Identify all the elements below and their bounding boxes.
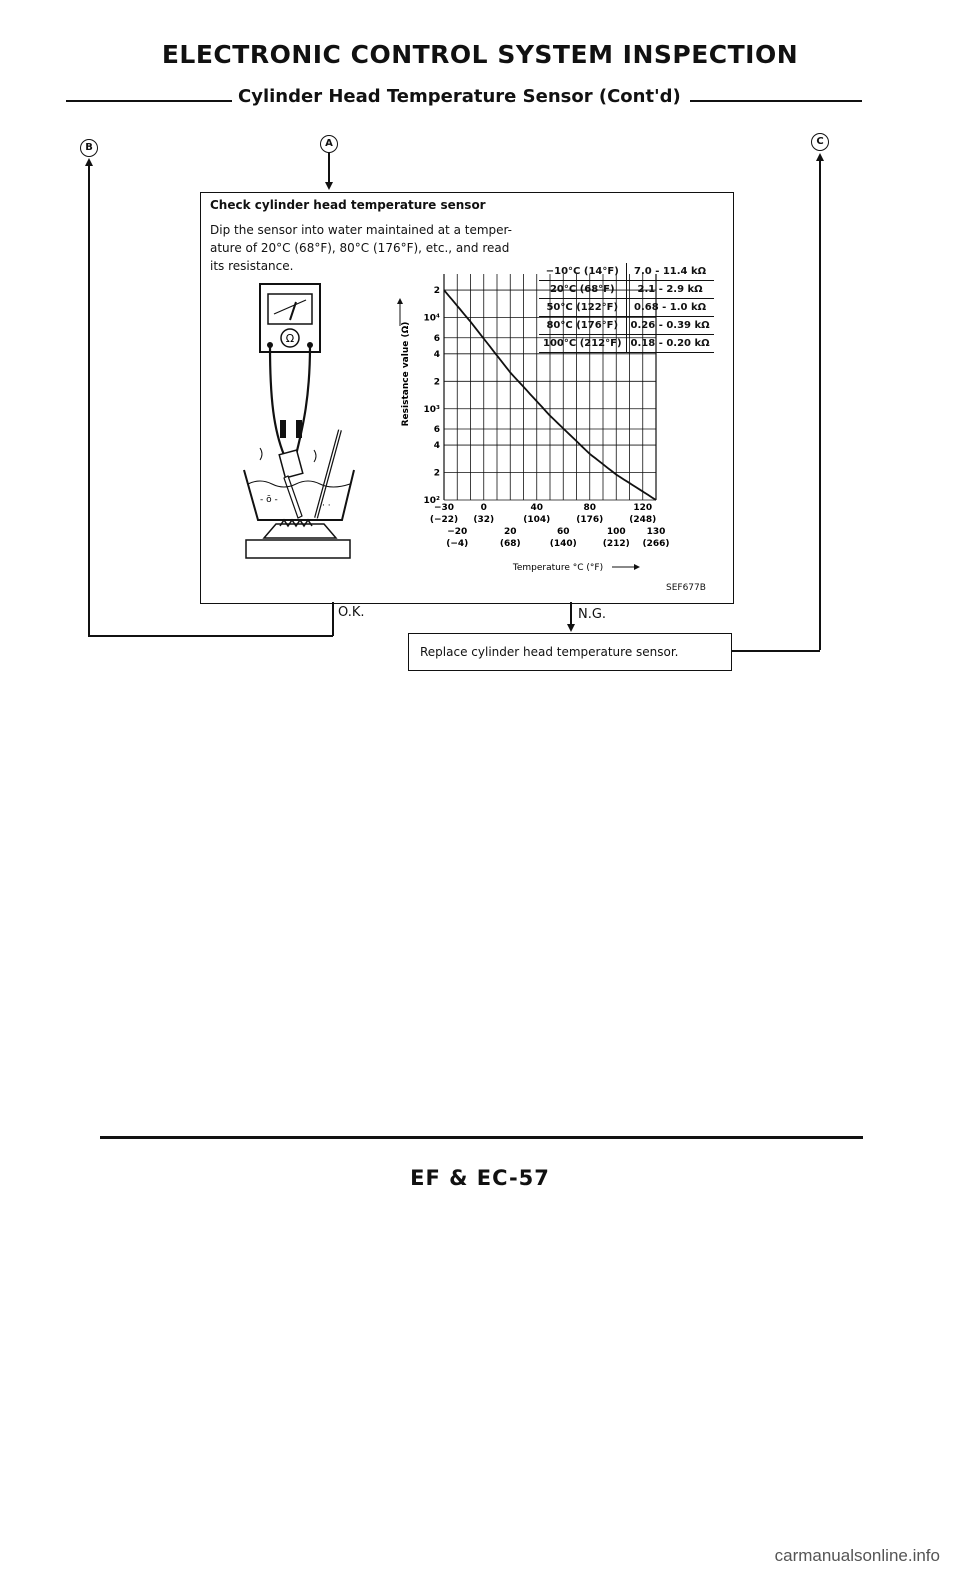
x-tick-label: 120 xyxy=(633,503,653,513)
y-tick-label: 10³ xyxy=(423,404,440,415)
page-title: ELECTRONIC CONTROL SYSTEM INSPECTION xyxy=(161,40,799,69)
spec-resistance: 0.18 - 0.20 kΩ xyxy=(626,335,714,353)
ok-label: O.K. xyxy=(338,605,365,620)
x-tick-label: (212) xyxy=(602,539,630,549)
spec-temperature: 80°C (176°F) xyxy=(539,317,626,335)
x-tick-label: 40 xyxy=(530,503,544,513)
spec-temperature: 20°C (68°F) xyxy=(539,281,626,299)
check-box-line3: its resistance. xyxy=(210,259,294,273)
x-tick-label: (176) xyxy=(576,515,604,525)
ok-line-horizontal xyxy=(88,635,333,637)
svg-text:Ω: Ω xyxy=(285,332,295,345)
connector-a-line xyxy=(328,153,330,183)
x-tick-label: (266) xyxy=(642,539,670,549)
y-tick-label: 2 xyxy=(433,377,440,388)
x-axis-label: Temperature °C (°F) xyxy=(512,563,604,573)
x-tick-label: (32) xyxy=(473,515,495,525)
svg-text:· ·: · · xyxy=(322,501,331,511)
spec-temperature: 100°C (212°F) xyxy=(539,335,626,353)
x-tick-label: 130 xyxy=(646,527,666,537)
replace-to-c-line xyxy=(731,650,820,652)
connector-a-marker: A xyxy=(320,135,338,153)
y-tick-label: 6 xyxy=(433,425,440,436)
y-tick-label: 10⁴ xyxy=(423,313,440,324)
y-tick-label: 2 xyxy=(433,286,440,297)
x-tick-label: −20 xyxy=(447,527,468,537)
connector-c-marker: C xyxy=(811,133,829,151)
connector-a-arrow xyxy=(325,182,333,190)
resistance-chart xyxy=(392,264,692,574)
x-tick-label: 60 xyxy=(556,527,570,537)
x-tick-label: −30 xyxy=(433,503,455,513)
y-tick-label: 2 xyxy=(433,468,440,479)
x-tick-label: (−4) xyxy=(446,539,469,549)
subtitle-rule-left xyxy=(66,100,232,102)
connector-c-line xyxy=(819,160,821,650)
ok-line-vertical xyxy=(332,602,334,636)
ng-label: N.G. xyxy=(578,607,607,622)
spec-temperature: 50°C (122°F) xyxy=(539,299,626,317)
spec-resistance: 7.0 - 11.4 kΩ xyxy=(626,263,714,281)
check-box-heading: Check cylinder head temperature sensor xyxy=(210,198,486,212)
page-subtitle: Cylinder Head Temperature Sensor (Cont'd) xyxy=(238,86,681,107)
x-tick-label: 80 xyxy=(583,503,597,513)
x-tick-label: 0 xyxy=(480,503,487,513)
page-number: EF & EC-57 xyxy=(410,1166,550,1190)
x-tick-label: (248) xyxy=(629,515,657,525)
connector-b-line xyxy=(88,164,90,636)
check-box-line2: ature of 20°C (68°F), 80°C (176°F), etc., and read xyxy=(210,241,510,255)
y-tick-label: 6 xyxy=(433,333,440,344)
spec-resistance: 2.1 - 2.9 kΩ xyxy=(626,281,714,299)
spec-resistance: 0.68 - 1.0 kΩ xyxy=(626,299,714,317)
footer-rule xyxy=(100,1136,863,1139)
sensor-test-illustration xyxy=(230,280,370,570)
x-tick-label: (−22) xyxy=(429,515,459,525)
check-box-line1: Dip the sensor into water maintained at a temper- xyxy=(210,223,513,237)
y-tick-label: 10² xyxy=(423,496,440,506)
ng-arrow xyxy=(567,624,575,632)
y-tick-label: 4 xyxy=(433,349,440,360)
subtitle-rule-right xyxy=(690,100,862,102)
y-axis-label: Resistance value (Ω) xyxy=(401,321,411,427)
x-tick-label: (104) xyxy=(523,515,551,525)
figure-code: SEF677B xyxy=(666,583,706,593)
x-tick-label: (140) xyxy=(549,539,577,549)
x-tick-label: 20 xyxy=(503,527,517,537)
replace-box-text: Replace cylinder head temperature sensor. xyxy=(420,645,679,659)
y-tick-label: 4 xyxy=(433,441,440,452)
connector-b-marker: B xyxy=(80,139,98,157)
svg-text:- ō -: - ō - xyxy=(260,495,278,505)
spec-resistance: 0.26 - 0.39 kΩ xyxy=(626,317,714,335)
x-tick-label: (68) xyxy=(499,539,521,549)
ng-line-vertical xyxy=(570,602,572,624)
x-tick-label: 100 xyxy=(606,527,626,537)
watermark: carmanualsonline.info xyxy=(774,1546,940,1565)
spec-temperature: −10°C (14°F) xyxy=(539,263,626,281)
